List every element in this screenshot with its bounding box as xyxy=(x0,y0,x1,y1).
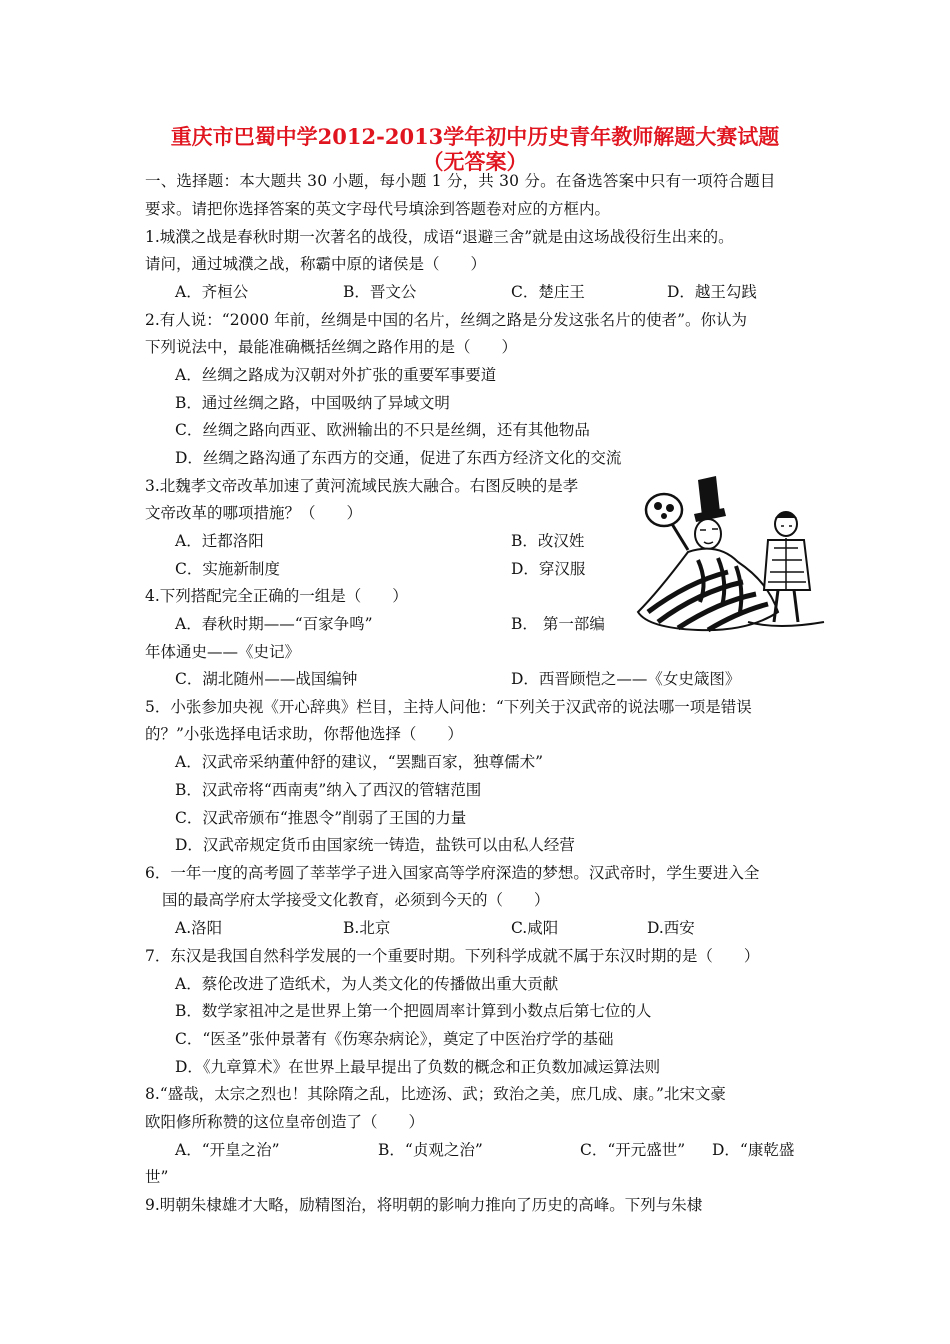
question-1-option-c: C．楚庄王 xyxy=(511,283,585,301)
question-4-option-b-cont: 年体通史——《史记》 xyxy=(145,643,301,661)
question-8-option-d: D．“康乾盛 xyxy=(712,1141,795,1159)
question-6-option-b: B.北京 xyxy=(343,919,391,937)
question-4-option-b: B． 第一部编 xyxy=(511,615,605,633)
question-6-option-d: D.西安 xyxy=(647,919,695,937)
question-2-option-a: A．丝绸之路成为汉朝对外扩张的重要军事要道 xyxy=(175,366,497,384)
question-8-stem: 8.“盛哉，太宗之烈也！其除隋之乱，比迹汤、武；致治之美，庶几成、康。”北宋文豪 xyxy=(145,1085,726,1103)
question-3-stem: 3.北魏孝文帝改革加速了黄河流域民族大融合。右图反映的是孝 xyxy=(145,477,579,495)
question-9-stem: 9.明朝朱棣雄才大略，励精图治，将明朝的影响力推向了历史的高峰。下列与朱棣 xyxy=(145,1196,703,1214)
question-1-option-b: B．晋文公 xyxy=(343,283,417,301)
question-2-stem-cont: 下列说法中，最能准确概括丝绸之路作用的是（ ） xyxy=(145,338,518,356)
question-6-stem: 6．一年一度的高考圆了莘莘学子进入国家高等学府深造的梦想。汉武帝时，学生要进入全 xyxy=(145,864,760,882)
question-3-illustration xyxy=(628,472,834,640)
question-7-option-b: B．数学家祖冲之是世界上第一个把圆周率计算到小数点后第七位的人 xyxy=(175,1002,652,1020)
section-instructions-cont: 要求。请把你选择答案的英文字母代号填涂到答题卷对应的方框内。 xyxy=(145,200,611,218)
question-2-option-c: C．丝绸之路向西亚、欧洲输出的不只是丝绸，还有其他物品 xyxy=(175,421,590,439)
question-7-option-c: C．“医圣”张仲景著有《伤寒杂病论》，奠定了中医治疗学的基础 xyxy=(175,1030,614,1048)
question-1-option-d: D．越王勾践 xyxy=(667,283,757,301)
question-4-option-d: D．西晋顾恺之——《女史箴图》 xyxy=(511,670,741,688)
question-5-stem-cont: 的？”小张选择电话求助，你帮他选择（ ） xyxy=(145,725,463,743)
question-6-stem-cont: 国的最高学府太学接受文化教育，必须到今天的（ ） xyxy=(162,891,550,909)
question-6-option-a: A.洛阳 xyxy=(175,919,223,937)
question-2-option-d: D．丝绸之路沟通了东西方的交通，促进了东西方经济文化的交流 xyxy=(175,449,622,467)
question-1-option-a: A．齐桓公 xyxy=(175,283,249,301)
question-5-option-a: A．汉武帝采纳董仲舒的建议，“罢黜百家，独尊儒术” xyxy=(175,753,544,771)
question-7-option-a: A．蔡伦改进了造纸术，为人类文化的传播做出重大贡献 xyxy=(175,975,559,993)
question-1-stem: 1.城濮之战是春秋时期一次著名的战役，成语“退避三舍”就是由这场战役衍生出来的。 xyxy=(145,228,734,246)
question-5-option-d: D．汉武帝规定货币由国家统一铸造，盐铁可以由私人经营 xyxy=(175,836,575,854)
question-7-stem: 7．东汉是我国自然科学发展的一个重要时期。下列科学成就不属于东汉时期的是（ ） xyxy=(145,947,760,965)
question-4-stem: 4.下列搭配完全正确的一组是（ ） xyxy=(145,587,408,605)
exam-title: 重庆市巴蜀中学2012-2013学年初中历史青年教师解题大赛试题 xyxy=(170,124,780,149)
question-5-stem: 5．小张参加央视《开心辞典》栏目，主持人问他：“下列关于汉武帝的说法哪一项是错误 xyxy=(145,698,752,716)
question-4-option-a: A．春秋时期——“百家争鸣” xyxy=(175,615,373,633)
section-instructions: 一、选择题：本大题共 30 小题，每小题 1 分，共 30 分。在备选答案中只有一项符合题目 xyxy=(145,172,776,190)
question-2-option-b: B．通过丝绸之路，中国吸纳了异域文明 xyxy=(175,394,450,412)
question-5-option-b: B．汉武帝将“西南夷”纳入了西汉的管辖范围 xyxy=(175,781,482,799)
question-3-option-d: D．穿汉服 xyxy=(511,560,586,578)
question-5-option-c: C．汉武帝颁布“推恩令”削弱了王国的力量 xyxy=(175,809,467,827)
question-1-stem-cont: 请问，通过城濮之战，称霸中原的诸侯是（ ） xyxy=(145,255,487,273)
question-3-option-b: B．改汉姓 xyxy=(511,532,585,550)
question-8-option-a: A．“开皇之治” xyxy=(175,1141,280,1159)
question-3-option-c: C．实施新制度 xyxy=(175,560,280,578)
question-3-option-a: A．迁都洛阳 xyxy=(175,532,264,550)
question-2-stem: 2.有人说：“2000 年前，丝绸是中国的名片，丝绸之路是分发这张名片的使者”。你认为 xyxy=(145,311,748,329)
question-3-stem-cont: 文帝改革的哪项措施？（ ） xyxy=(145,504,363,522)
question-6-option-c: C.咸阳 xyxy=(511,919,559,937)
question-8-option-b: B．“贞观之治” xyxy=(378,1141,483,1159)
question-8-stem-cont: 欧阳修所称赞的这位皇帝创造了（ ） xyxy=(145,1113,425,1131)
question-4-option-c: C．湖北随州——战国编钟 xyxy=(175,670,358,688)
question-7-option-d: D．《九章算术》在世界上最早提出了负数的概念和正负数加减运算法则 xyxy=(175,1058,661,1076)
question-8-option-d-cont: 世” xyxy=(145,1168,169,1186)
exam-title-subtitle: （无答案） xyxy=(422,149,528,174)
question-8-option-c: C．“开元盛世” xyxy=(580,1141,686,1159)
